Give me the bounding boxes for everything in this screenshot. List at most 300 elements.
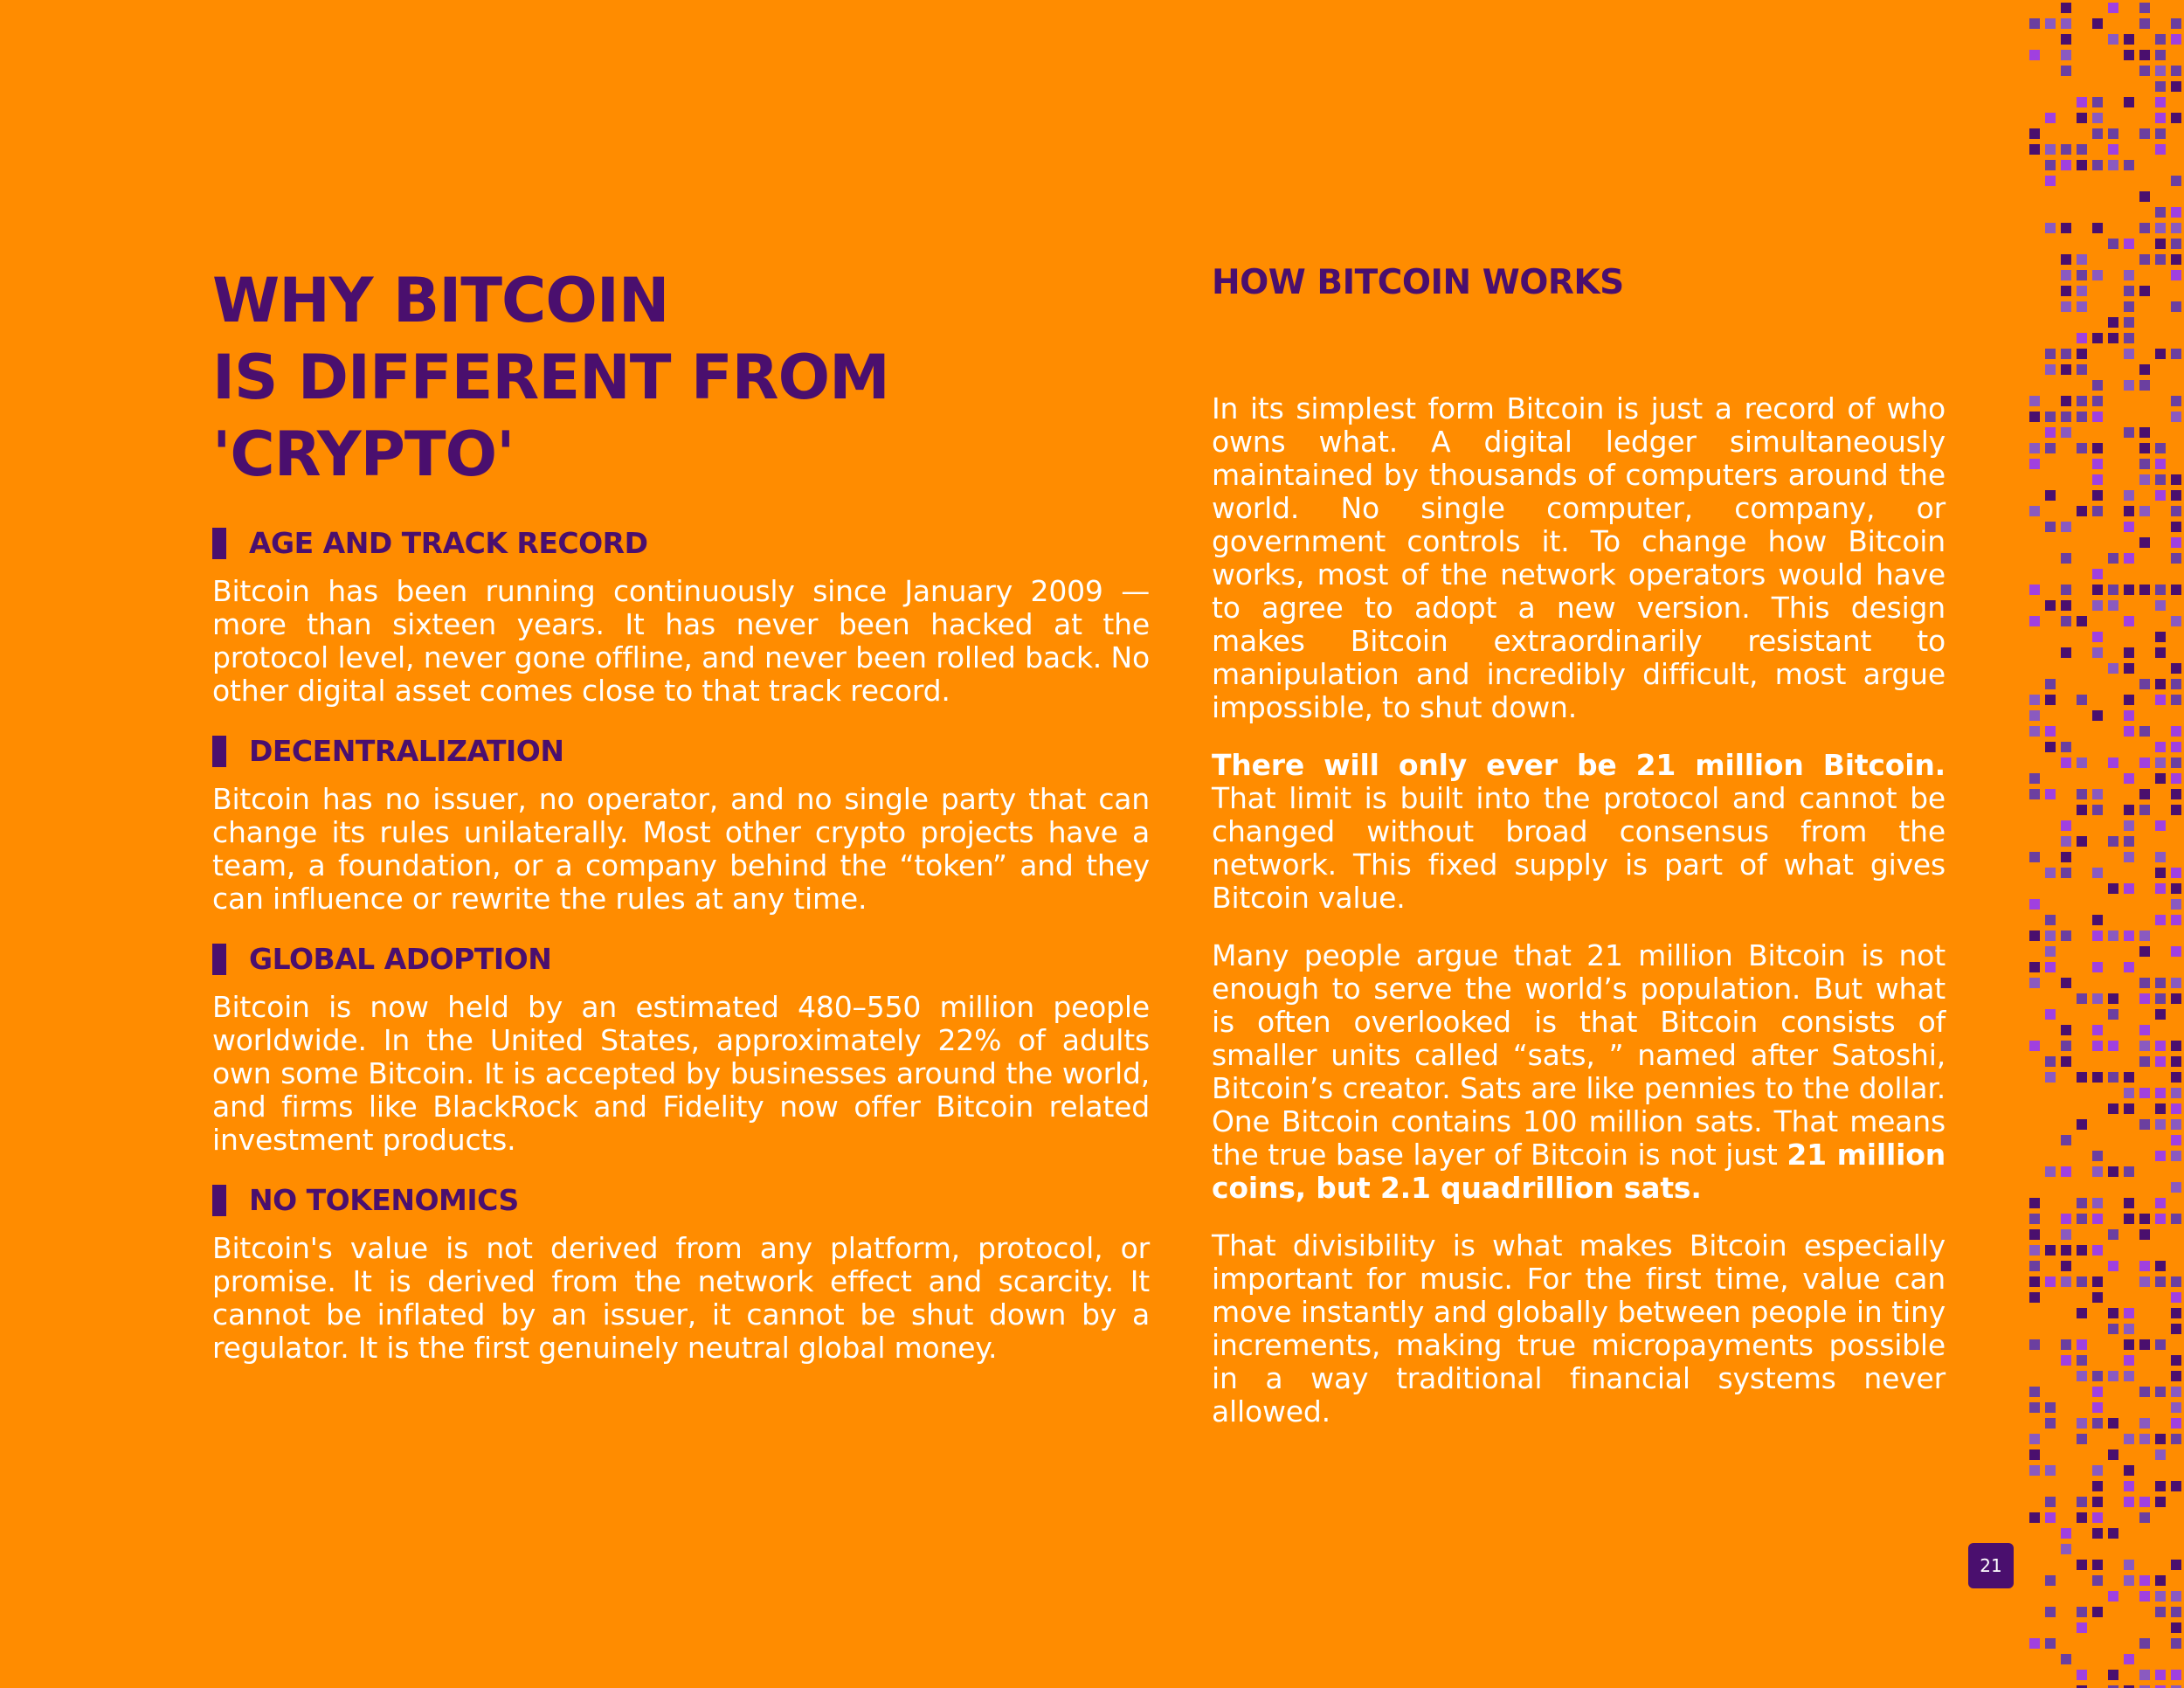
pixel-square (2061, 3, 2071, 13)
pixel-square (2171, 1182, 2181, 1193)
pixel-square (2029, 1229, 2040, 1240)
pixel-square (2171, 1308, 2181, 1318)
pixel-square (2124, 506, 2134, 516)
pixel-square (2155, 1261, 2166, 1271)
pixel-square (2139, 380, 2150, 391)
pixel-square (2108, 993, 2118, 1004)
pixel-square (2061, 852, 2071, 862)
pixel-square (2124, 160, 2134, 170)
pixel-square (2139, 758, 2150, 768)
pixel-square (2108, 1528, 2118, 1539)
pixel-square (2029, 1245, 2040, 1256)
pixel-square (2155, 254, 2166, 265)
pixel-square (2124, 286, 2134, 296)
pixel-square (2061, 585, 2071, 595)
pixel-square (2124, 317, 2134, 328)
pixel-square (2092, 443, 2103, 453)
pixel-square (2171, 239, 2181, 249)
pixel-square (2171, 18, 2181, 29)
pixel-square (2092, 585, 2103, 595)
pixel-square (2124, 1654, 2134, 1664)
pixel-square (2061, 742, 2071, 752)
pixel-square (2171, 1324, 2181, 1334)
pixel-square (2139, 1056, 2150, 1067)
pixel-square (2077, 254, 2087, 265)
pixel-square (2029, 585, 2040, 595)
pixel-square (2155, 1276, 2166, 1287)
pixel-square (2108, 930, 2118, 941)
pixel-square (2155, 1449, 2166, 1460)
pixel-square (2077, 1670, 2087, 1680)
pixel-square (2139, 679, 2150, 689)
pixel-square (2139, 18, 2150, 29)
pixel-square (2155, 632, 2166, 642)
pixel-square (2155, 978, 2166, 988)
pixel-square (2171, 915, 2181, 925)
pixel-square (2061, 427, 2071, 438)
pixel-square (2171, 553, 2181, 564)
pixel-square (2124, 1308, 2134, 1318)
pixel-square (2061, 286, 2071, 296)
pixel-square (2061, 160, 2071, 170)
pixel-square (2155, 1481, 2166, 1491)
pixel-square (2092, 18, 2103, 29)
sats-text: Many people argue that 21 million Bitcoin is not enough to serve the world’s population. But what is often overlooked is that Bitcoin consists of smaller units called “sats, ” named after Satoshi, Bitcoin’s creator. Sats are like pennies to the dollar. One Bitcoin contains 100 million sats. That means the true base layer of Bitcoin is not just (1212, 938, 1946, 1172)
pixel-square (2139, 1670, 2150, 1680)
pixel-square (2029, 852, 2040, 862)
pixel-square (2155, 1387, 2166, 1397)
pixel-square (2155, 34, 2166, 45)
pixel-square (2092, 459, 2103, 469)
pixel-square (2124, 333, 2134, 343)
pixel-square (2029, 443, 2040, 453)
pixel-square (2092, 1387, 2103, 1397)
pixel-square (2171, 349, 2181, 359)
pixel-square (2108, 1308, 2118, 1318)
pixel-square (2171, 506, 2181, 516)
pixel-square (2155, 1670, 2166, 1680)
pixel-square (2077, 506, 2087, 516)
section-heading-text: DECENTRALIZATION (249, 734, 564, 768)
pixel-square (2108, 600, 2118, 611)
pixel-square (2171, 270, 2181, 280)
pixel-square (2155, 993, 2166, 1004)
pixel-square (2124, 616, 2134, 626)
pixel-square (2045, 1276, 2056, 1287)
pixel-square (2061, 1229, 2071, 1240)
pixel-square (2139, 1512, 2150, 1523)
pixel-square (2077, 1072, 2087, 1083)
pixel-square (2139, 585, 2150, 595)
section-age (212, 524, 1150, 708)
pixel-square (2171, 773, 2181, 784)
pixel-square (2124, 962, 2134, 972)
pixel-square (2029, 789, 2040, 799)
pixel-square (2045, 1465, 2056, 1476)
pixel-square (2171, 474, 2181, 485)
pixel-square (2139, 364, 2150, 375)
pixel-square (2045, 176, 2056, 186)
pixel-square (2124, 490, 2134, 501)
pixel-square (2045, 600, 2056, 611)
pixel-square (2155, 695, 2166, 705)
pixel-square (2139, 978, 2150, 988)
pixel-square (2077, 349, 2087, 359)
pixel-square (2108, 333, 2118, 343)
pixel-square (2029, 930, 2040, 941)
pixel-square (2139, 537, 2150, 548)
pixel-pattern-decoration (2027, 0, 2184, 1688)
pixel-square (2092, 632, 2103, 642)
pixel-square (2171, 978, 2181, 988)
pixel-square (2171, 537, 2181, 548)
pixel-square (2092, 474, 2103, 485)
pixel-square (2108, 317, 2118, 328)
pixel-square (2029, 1276, 2040, 1287)
pixel-square (2171, 789, 2181, 799)
pixel-square (2155, 1591, 2166, 1602)
pixel-square (2061, 66, 2071, 76)
pixel-square (2092, 1497, 2103, 1507)
pixel-square (2139, 993, 2150, 1004)
pixel-square (2155, 443, 2166, 453)
pixel-square (2045, 1575, 2056, 1586)
pixel-square (2077, 993, 2087, 1004)
section-heading-text: GLOBAL ADOPTION (249, 942, 552, 976)
pixel-square (2029, 1041, 2040, 1051)
pixel-square (2029, 1465, 2040, 1476)
pixel-square (2124, 1166, 2134, 1177)
supply-emphasis: There will only ever be 21 million Bitcoin. (1212, 748, 1946, 782)
pixel-square (2092, 380, 2103, 391)
pixel-square (2029, 459, 2040, 469)
pixel-square (2139, 1119, 2150, 1130)
pixel-square (2045, 930, 2056, 941)
pixel-square (2045, 144, 2056, 155)
pixel-square (2029, 1261, 2040, 1271)
pixel-square (2108, 836, 2118, 847)
pixel-square (2045, 364, 2056, 375)
pixel-square (2171, 1434, 2181, 1444)
pixel-square (2124, 1072, 2134, 1083)
pixel-square (2171, 1041, 2181, 1051)
pixel-square (2045, 113, 2056, 123)
pixel-square (2045, 915, 2056, 925)
pixel-square (2108, 1009, 2118, 1020)
pixel-square (2171, 1355, 2181, 1366)
pixel-square (2029, 1214, 2040, 1224)
pixel-square (2155, 758, 2166, 768)
pixel-square (2155, 50, 2166, 60)
pixel-square (2092, 223, 2103, 233)
pixel-square (2171, 868, 2181, 878)
pixel-square (2045, 789, 2056, 799)
pixel-square (2171, 1622, 2181, 1633)
pixel-square (2139, 50, 2150, 60)
pixel-square (2092, 1292, 2103, 1303)
pixel-square (2045, 1418, 2056, 1429)
pixel-square (2155, 1151, 2166, 1161)
pixel-square (2092, 1418, 2103, 1429)
pixel-square (2139, 286, 2150, 296)
section-heading-text: NO TOKENOMICS (249, 1183, 519, 1217)
pixel-square (2139, 66, 2150, 76)
pixel-square (2061, 978, 2071, 988)
pixel-square (2124, 1434, 2134, 1444)
pixel-square (2124, 1103, 2134, 1114)
pixel-square (2108, 128, 2118, 139)
pixel-square (2029, 506, 2040, 516)
pixel-square (2045, 946, 2056, 957)
pixel-square (2124, 647, 2134, 658)
pixel-square (2077, 1198, 2087, 1208)
pixel-square (2077, 443, 2087, 453)
pixel-square (2108, 144, 2118, 155)
pixel-square (2092, 1151, 2103, 1161)
pixel-square (2155, 144, 2166, 155)
page-number-badge: 21 (1968, 1543, 2014, 1588)
pixel-square (2092, 868, 2103, 878)
pixel-square (2155, 239, 2166, 249)
pixel-square (2139, 1339, 2150, 1350)
pixel-square (2092, 600, 2103, 611)
pixel-square (2124, 1560, 2134, 1570)
pixel-square (2155, 66, 2166, 76)
pixel-square (2124, 883, 2134, 894)
pixel-square (2092, 97, 2103, 107)
pixel-square (2171, 1591, 2181, 1602)
pixel-square (2045, 1056, 2056, 1067)
pixel-square (2061, 1654, 2071, 1664)
pixel-square (2061, 1214, 2071, 1224)
pixel-square (2171, 396, 2181, 406)
pixel-square (2061, 930, 2071, 941)
pixel-square (2108, 553, 2118, 564)
pixel-square (2171, 1607, 2181, 1617)
pixel-square (2061, 616, 2071, 626)
pixel-square (2171, 1103, 2181, 1114)
pixel-square (2171, 1418, 2181, 1429)
section-heading-text: AGE AND TRACK RECORD (249, 526, 648, 560)
pixel-square (2139, 128, 2150, 139)
pixel-square (2045, 726, 2056, 737)
pixel-square (2108, 663, 2118, 674)
pixel-square (2029, 1449, 2040, 1460)
pixel-square (2124, 97, 2134, 107)
pixel-square (2171, 946, 2181, 957)
pixel-square (2092, 915, 2103, 925)
pixel-square (2061, 522, 2071, 532)
pixel-square (2124, 301, 2134, 312)
pixel-square (2124, 1339, 2134, 1350)
pixel-square (2029, 695, 2040, 705)
pixel-square (2139, 930, 2150, 941)
pixel-square (2155, 868, 2166, 878)
pixel-square (2077, 836, 2087, 847)
pixel-square (2092, 1214, 2103, 1224)
pixel-square (2171, 1151, 2181, 1161)
pixel-square (2108, 585, 2118, 595)
pixel-square (2139, 1497, 2150, 1507)
pixel-square (2124, 852, 2134, 862)
pixel-square (2061, 758, 2071, 768)
pixel-square (2045, 1607, 2056, 1617)
pixel-square (2029, 1339, 2040, 1350)
pixel-square (2092, 412, 2103, 422)
pixel-square (2139, 223, 2150, 233)
pixel-square (2045, 1166, 2056, 1177)
pixel-square (2171, 66, 2181, 76)
pixel-square (2171, 1481, 2181, 1491)
pixel-square (2171, 695, 2181, 705)
pixel-square (2045, 160, 2056, 170)
pixel-square (2061, 254, 2071, 265)
pixel-square (2092, 270, 2103, 280)
pixel-square (2029, 773, 2040, 784)
pixel-square (2029, 978, 2040, 988)
pixel-square (2155, 1497, 2166, 1507)
pixel-square (2077, 1214, 2087, 1224)
pixel-square (2077, 97, 2087, 107)
page-title (212, 262, 1191, 493)
pixel-square (2061, 600, 2071, 611)
pixel-square (2139, 1638, 2150, 1649)
sats-emphasis: 21 million coins, but 2.1 quadrillion sats. (1212, 1138, 1946, 1205)
right-column (1212, 262, 1946, 1453)
pixel-square (2077, 805, 2087, 815)
pixel-square (2155, 113, 2166, 123)
pixel-square (2061, 1355, 2071, 1366)
section-heading (212, 732, 1150, 771)
pixel-square (2077, 616, 2087, 626)
pixel-square (2092, 1607, 2103, 1617)
pixel-square (2155, 773, 2166, 784)
pixel-square (2061, 1056, 2071, 1067)
pixel-square (2077, 1607, 2087, 1617)
pixel-square (2029, 18, 2040, 29)
pixel-square (2092, 805, 2103, 815)
pixel-square (2171, 679, 2181, 689)
pixel-square (2171, 1276, 2181, 1287)
pixel-square (2171, 81, 2181, 92)
heading-bar-marker (212, 944, 226, 975)
pixel-square (2124, 1371, 2134, 1381)
pixel-square (2092, 1025, 2103, 1035)
pixel-square (2155, 742, 2166, 752)
pixel-square (2139, 1041, 2150, 1051)
pixel-square (2155, 1041, 2166, 1051)
pixel-square (2108, 1166, 2118, 1177)
pixel-square (2077, 789, 2087, 799)
pixel-square (2029, 144, 2040, 155)
pixel-square (2171, 1214, 2181, 1224)
how-bitcoin-works-heading: HOW BITCOIN WORKS (1212, 263, 1624, 302)
pixel-square (2124, 836, 2134, 847)
pixel-square (2124, 726, 2134, 737)
pixel-square (2108, 239, 2118, 249)
pixel-square (2092, 1465, 2103, 1476)
pixel-square (2092, 1245, 2103, 1256)
pixel-square (2139, 3, 2150, 13)
pixel-square (2061, 647, 2071, 658)
pixel-square (2171, 758, 2181, 768)
pixel-square (2092, 396, 2103, 406)
pixel-square (2108, 1103, 2118, 1114)
pixel-square (2029, 616, 2040, 626)
pixel-square (2077, 1355, 2087, 1366)
pixel-square (2124, 1324, 2134, 1334)
pixel-square (2045, 412, 2056, 422)
pixel-square (2077, 1622, 2087, 1633)
pixel-square (2108, 758, 2118, 768)
pixel-square (2124, 820, 2134, 831)
pixel-square (2092, 962, 2103, 972)
pixel-square (2077, 286, 2087, 296)
pixel-square (2124, 1465, 2134, 1476)
pixel-square (2077, 1119, 2087, 1130)
pixel-square (2045, 18, 2056, 29)
pixel-square (2155, 97, 2166, 107)
pixel-square (2155, 647, 2166, 658)
pixel-square (2029, 128, 2040, 139)
pixel-square (2171, 34, 2181, 45)
pixel-square (2108, 1670, 2118, 1680)
pixel-square (2124, 522, 2134, 532)
section-body: Bitcoin is now held by an estimated 480–550 million people worldwide. In the United States, approximately 22% of adults own some Bitcoin. It is accepted by businesses around the world, and firms like BlackRock and Fidelity now offer Bitcoin related investment products. (212, 990, 1150, 1157)
pixel-square (2077, 270, 2087, 280)
pixel-square (2171, 663, 2181, 674)
pixel-square (2108, 1229, 2118, 1240)
pixel-square (2155, 474, 2166, 485)
pixel-square (2045, 868, 2056, 878)
pixel-square (2029, 50, 2040, 60)
pixel-square (2139, 459, 2150, 469)
pixel-square (2155, 883, 2166, 894)
pixel-square (2171, 412, 2181, 422)
pixel-square (2108, 1072, 2118, 1083)
pixel-square (2108, 1418, 2118, 1429)
pixel-square (2124, 1198, 2134, 1208)
pixel-square (2155, 1339, 2166, 1350)
pixel-square (2077, 1308, 2087, 1318)
pixel-square (2092, 993, 2103, 1004)
pixel-square (2171, 1560, 2181, 1570)
pixel-square (2139, 789, 2150, 799)
pixel-square (2139, 1434, 2150, 1444)
pixel-square (2061, 144, 2071, 155)
pixel-square (2171, 490, 2181, 501)
section-heading (212, 524, 1150, 563)
pixel-square (2029, 726, 2040, 737)
pixel-square (2029, 1198, 2040, 1208)
pixel-square (2061, 1041, 2071, 1051)
pixel-square (2077, 695, 2087, 705)
pixel-square (2171, 742, 2181, 752)
pixel-square (2077, 1434, 2087, 1444)
pixel-square (2139, 427, 2150, 438)
pixel-square (2155, 1056, 2166, 1067)
pixel-square (2077, 113, 2087, 123)
pixel-square (2124, 1355, 2134, 1366)
pixel-square (2061, 820, 2071, 831)
pixel-square (2029, 412, 2040, 422)
pixel-square (2139, 1276, 2150, 1287)
pixel-square (2092, 1198, 2103, 1208)
pixel-square (2061, 1544, 2071, 1554)
pixel-square (2171, 113, 2181, 123)
pixel-square (2061, 223, 2071, 233)
pixel-square (2092, 160, 2103, 170)
